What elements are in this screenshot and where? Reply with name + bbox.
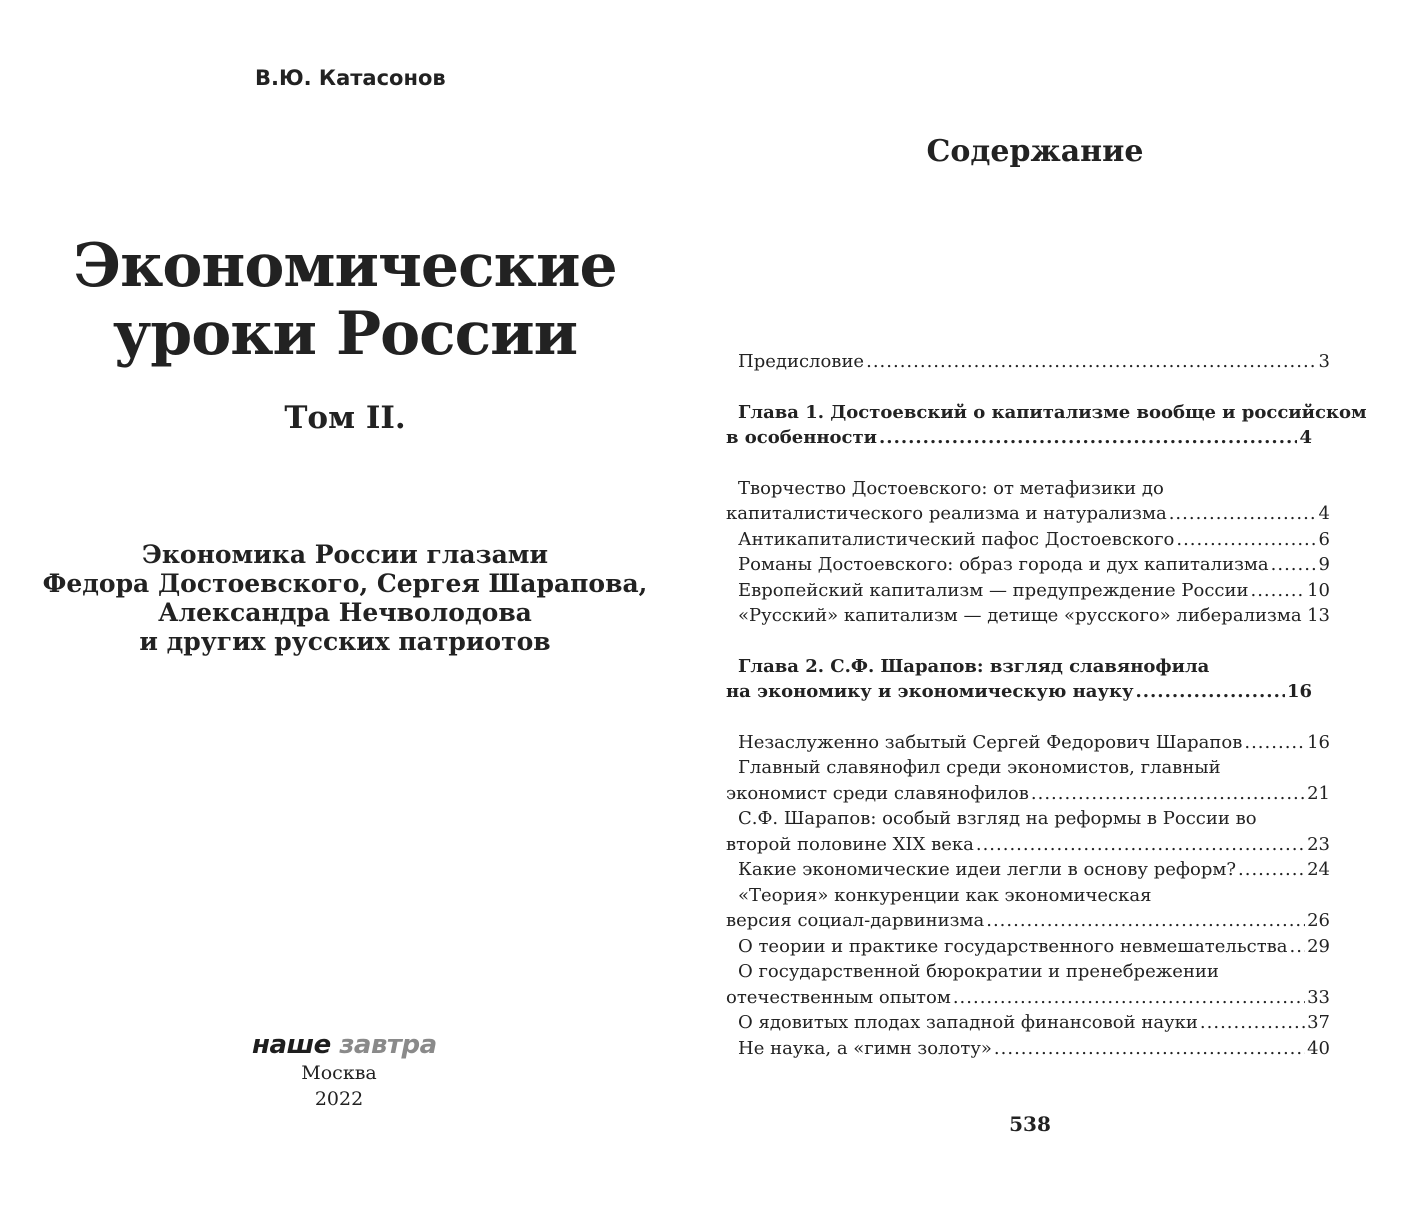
toc-page-number: 29 (1307, 935, 1330, 957)
toc-entry-row (726, 578, 1330, 604)
toc-page-number: 16 (1307, 731, 1330, 753)
toc-section-entry (726, 730, 1330, 756)
toc-section-entry (726, 603, 1330, 629)
toc-entry-row (726, 908, 1330, 934)
toc-entry-text: Глава 1. Достоевский о капитализме вообще и российском (738, 401, 1367, 423)
subtitle-line: и других русских патриотов (139, 627, 551, 656)
toc-entry-row (726, 857, 1330, 883)
toc-spacer (726, 375, 1330, 400)
toc-entry-row (726, 425, 1330, 451)
book-title-line: Экономические (73, 231, 617, 301)
toc-section-entry (726, 806, 1330, 857)
toc-entry-text: Не наука, а «гимн золоту» (738, 1037, 992, 1059)
toc-entry-text: О государственной бюрократии и пренебрежении (738, 961, 1219, 982)
toc-heading: Содержание (926, 134, 1144, 169)
book-title (0, 232, 690, 368)
toc-entry-text: второй половине XIX века (726, 833, 974, 855)
toc-leader-dots (1031, 781, 1305, 807)
toc-entry-row (726, 832, 1330, 858)
book-subtitle (0, 540, 690, 656)
toc-page-number: 24 (1307, 859, 1330, 880)
toc-entry-row (726, 1036, 1330, 1062)
toc-entry-text: «Теория» конкуренции как экономическая (738, 884, 1152, 906)
toc-page-number: 21 (1307, 782, 1330, 804)
toc-entry-text: О ядовитых плодах западной финансовой науки (738, 1012, 1198, 1033)
toc-leader-dots (1176, 527, 1316, 553)
toc-chapter-entry (726, 654, 1330, 705)
author-name: В.Ю. Катасонов (255, 66, 446, 90)
toc-leader-dots (1250, 578, 1305, 604)
toc-page-number: 40 (1307, 1037, 1330, 1059)
toc-section-entry (726, 755, 1330, 806)
toc-page-number: 23 (1307, 833, 1330, 855)
toc-section-entry (726, 1036, 1330, 1062)
toc-leader-dots (866, 349, 1316, 375)
toc-section-entry (726, 1010, 1330, 1036)
toc-page-number: 4 (1318, 503, 1330, 524)
toc-entry-text: Предисловие (738, 351, 865, 372)
toc-section-entry (726, 857, 1330, 883)
toc-entry-text: отечественным опытом (726, 986, 951, 1008)
left-page (0, 0, 690, 1222)
toc-entry-text: Глава 2. С.Ф. Шарапов: взгляд славянофила (738, 655, 1210, 677)
toc-entry-row (726, 603, 1330, 629)
toc-entry-text: Творчество Достоевского: от метафизики до (738, 477, 1164, 499)
toc-leader-dots (879, 425, 1297, 451)
toc-entry-text: Какие экономические идеи легли в основу реформ? (738, 859, 1236, 880)
toc-entry-text: О теории и практике государственного невмешательства (738, 935, 1288, 957)
toc-page-number: 33 (1307, 986, 1330, 1008)
toc-page-number: 4 (1299, 427, 1312, 448)
toc-section-entry (726, 578, 1330, 604)
toc-entry-text: версия социал-дарвинизма (726, 910, 985, 931)
toc-page-number: 3 (1318, 351, 1330, 372)
toc-leader-dots (1304, 603, 1306, 629)
toc-section-entry (726, 476, 1330, 527)
toc-page-number: 16 (1286, 681, 1312, 702)
toc-leader-dots (976, 832, 1305, 858)
toc-leader-dots (1290, 934, 1306, 960)
toc-leader-dots (1136, 679, 1285, 705)
toc-leader-dots (1238, 857, 1305, 883)
toc-section-entry (726, 883, 1330, 934)
toc-leader-dots (1244, 730, 1305, 756)
publisher-logo-part2: завтра (339, 1030, 437, 1060)
toc-entry-text: Романы Достоевского: образ города и дух капитализма (738, 554, 1269, 575)
toc-entry-text: С.Ф. Шарапов: особый взгляд на реформы в России во (738, 808, 1257, 829)
toc-entry-text: на экономику и экономическую науку (726, 681, 1134, 702)
publication-year: 2022 (314, 1088, 364, 1110)
toc-entry-row (726, 934, 1330, 960)
toc-section-entry (726, 959, 1330, 1010)
toc-page-number: 37 (1307, 1012, 1330, 1033)
toc-page-number: 13 (1307, 605, 1330, 626)
toc-entry-row (726, 781, 1330, 807)
toc-entry-row (726, 1010, 1330, 1036)
toc-page-number: 6 (1318, 528, 1330, 550)
publisher-logo (252, 1030, 437, 1060)
page-number: 538 (1009, 1112, 1051, 1136)
toc-entry-text: капиталистического реализма и натурализма (726, 503, 1167, 524)
toc-entry-row (726, 501, 1330, 527)
toc-entry-row (726, 985, 1330, 1011)
publisher-logo-part1: наше (252, 1030, 331, 1060)
toc-page-number: 26 (1307, 910, 1330, 931)
toc-entry-row (726, 730, 1330, 756)
toc-entry-row (726, 349, 1330, 375)
toc-page-number: 9 (1318, 554, 1330, 575)
toc-entry-row (726, 552, 1330, 578)
toc-entry-row (726, 527, 1330, 553)
toc-leader-dots (1169, 501, 1317, 527)
toc-section-entry (726, 349, 1330, 375)
toc-spacer (726, 629, 1330, 654)
toc-leader-dots (953, 985, 1305, 1011)
toc-entry-row (726, 679, 1330, 705)
toc-section-entry (726, 552, 1330, 578)
toc-spacer (726, 451, 1330, 476)
book-title-line: уроки России (112, 299, 578, 369)
toc-section-entry (726, 527, 1330, 553)
toc-entry-text: в особенности (726, 427, 878, 448)
toc-entry-text: «Русский» капитализм — детище «русского» либерализма (738, 605, 1302, 626)
subtitle-line: Экономика России глазами (141, 540, 549, 569)
right-page (720, 0, 1428, 1222)
table-of-contents (726, 349, 1367, 1061)
toc-chapter-entry (726, 400, 1367, 451)
toc-leader-dots (1200, 1010, 1305, 1036)
toc-entry-text: Незаслуженно забытый Сергей Федорович Шарапов (738, 731, 1243, 753)
volume-label: Том II. (284, 400, 406, 436)
toc-entry-text: Главный славянофил среди экономистов, главный (738, 757, 1221, 778)
toc-leader-dots (1271, 552, 1317, 578)
toc-leader-dots (994, 1036, 1305, 1062)
toc-entry-text: Антикапиталистический пафос Достоевского (738, 528, 1175, 550)
toc-page-number: 10 (1307, 579, 1330, 601)
toc-leader-dots (986, 908, 1305, 934)
subtitle-line: Александра Нечволодова (158, 598, 532, 627)
subtitle-line: Федора Достоевского, Сергея Шарапова, (42, 569, 648, 598)
toc-entry-text: экономист среди славянофилов (726, 782, 1029, 804)
publisher-city: Москва (301, 1062, 377, 1084)
toc-section-entry (726, 934, 1330, 960)
toc-spacer (726, 705, 1330, 730)
toc-entry-text: Европейский капитализм — предупреждение России (738, 579, 1249, 601)
